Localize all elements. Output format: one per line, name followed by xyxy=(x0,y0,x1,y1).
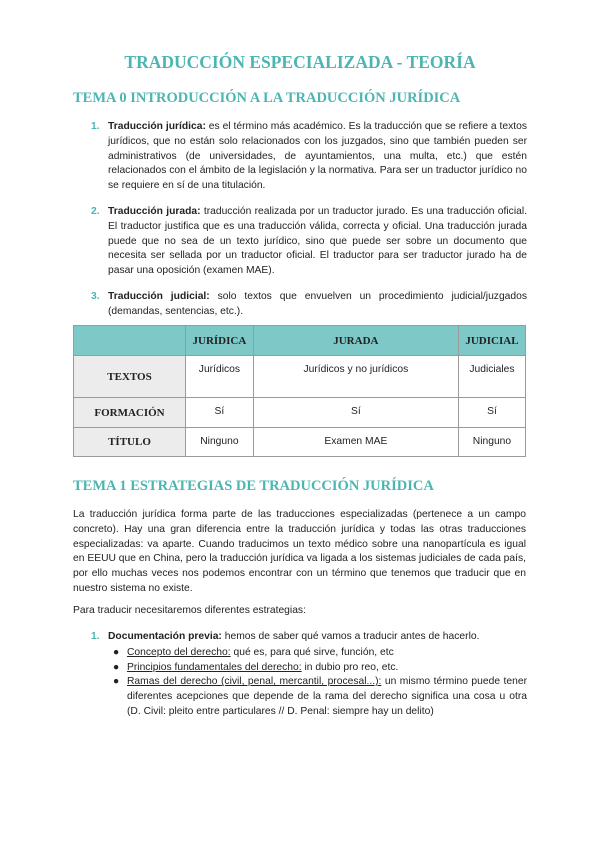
table-cell: Examen MAE xyxy=(253,428,458,457)
list-number: 1. xyxy=(91,631,100,642)
row-header: TÍTULO xyxy=(74,428,186,457)
bullet-item xyxy=(108,646,527,661)
table-cell: Judiciales xyxy=(458,356,525,398)
column-header: JURADA xyxy=(253,326,458,356)
table-cell: Jurídicos xyxy=(186,356,254,398)
table-cell: Ninguno xyxy=(186,428,254,457)
row-header: TEXTOS xyxy=(74,356,186,398)
list-number: 2. xyxy=(91,205,100,217)
section-heading-tema1: TEMA 1 ESTRATEGIAS DE TRADUCCIÓN JURÍDICA xyxy=(73,478,434,494)
list-item xyxy=(91,290,527,320)
document-title: TRADUCCIÓN ESPECIALIZADA - TEORÍA xyxy=(124,52,476,72)
bullet-item xyxy=(108,675,527,719)
tema0-list xyxy=(91,120,527,320)
comparison-table xyxy=(73,325,526,457)
bullet-text: un mismo término puede tener diferentes acepciones que depende de la rama del derecho significa una cosa u otra (D. Civil: pleito entre particulares // D. Penal: siempre hay un delito) xyxy=(127,676,527,717)
bullet-item xyxy=(108,661,527,676)
table-cell: Sí xyxy=(458,398,525,428)
bullet-label: Ramas del derecho (civil, penal, mercantil, procesal...): xyxy=(127,676,382,688)
table-header-row xyxy=(74,326,526,356)
row-header: FORMACIÓN xyxy=(74,398,186,428)
list-item xyxy=(91,120,527,194)
bullet-text: qué es, para qué sirve, función, etc xyxy=(230,646,394,658)
term-label: Traducción judicial: xyxy=(108,290,210,302)
list-number: 1. xyxy=(91,121,100,132)
term-label: Traducción jurada: xyxy=(108,205,201,217)
table-cell: Ninguno xyxy=(458,428,525,457)
body-paragraph: La traducción jurídica forma parte de las traducciones especializadas (pertenece a un campo concreto). Hay una gran diferencia entre la traducción jurídica y todas las otras traducciones especializadas: va aparte. Cuando traducimos un texto médico sobre una nanopartícula es igual en EEUU que en China, pero la traducción jurídica va ligada a los sistemas judiciales de cada país, por ello muchas veces nos podemos encontrar con un término que tenemos que traducir que en nuestro sistema no existe. xyxy=(73,509,526,594)
bullet-dot-icon: ● xyxy=(113,646,120,658)
table-row xyxy=(74,428,526,457)
column-header: JURÍDICA xyxy=(186,326,254,356)
table-cell: Jurídicos y no jurídicos xyxy=(253,356,458,398)
table-cell: Sí xyxy=(253,398,458,428)
bullet-dot-icon: ● xyxy=(113,676,120,688)
bullet-dot-icon: ● xyxy=(113,661,120,673)
list-item xyxy=(91,630,527,720)
term-text: hemos de saber qué vamos a traducir antes de hacerlo. xyxy=(221,631,480,642)
table-cell: Sí xyxy=(186,398,254,428)
body-paragraph: Para traducir necesitaremos diferentes estrategias: xyxy=(73,605,306,616)
term-label: Traducción jurídica: xyxy=(108,121,206,132)
bullet-list xyxy=(108,646,527,720)
bullet-label: Concepto del derecho: xyxy=(127,646,231,658)
list-item xyxy=(91,205,527,279)
term-text: es el término más académico. Es la traducción que se refiere a textos jurídicos, que no están solo relacionados con los juzgados, sino que también pueden ser administrativos (de universidades, de ayuntamientos, una multa, etc.) que estén relacionados con el ámbito de la legislación y la normativa. Para ser un traductor jurídico no se requiere en sí de una titulación. xyxy=(108,121,527,192)
column-header: JUDICIAL xyxy=(458,326,525,356)
tema1-list xyxy=(91,630,527,720)
table-row xyxy=(74,398,526,428)
table-row xyxy=(74,356,526,398)
bullet-label: Principios fundamentales del derecho: xyxy=(127,661,302,673)
term-text: traducción realizada por un traductor jurado. Es una traducción oficial. El traductor justifica que es una traducción válida, correcta y oficial. Una traducción jurada puede que no sea de un texto jurídico, sino que puede ser sobre un documento que necesita ser sellada por un traductor oficial. El traductor para ser traductor jurado ha de pasar una oposición (examen MAE). xyxy=(108,205,527,277)
table-corner-cell xyxy=(74,326,186,356)
section-heading-tema0: TEMA 0 INTRODUCCIÓN A LA TRADUCCIÓN JURÍDICA xyxy=(73,90,461,106)
list-number: 3. xyxy=(91,290,100,302)
term-text: solo textos que envuelven un procedimiento judicial/juzgados (demandas, sentencias, etc.). xyxy=(108,290,527,317)
bullet-text: in dubio pro reo, etc. xyxy=(301,661,399,673)
term-label: Documentación previa: xyxy=(108,631,222,642)
